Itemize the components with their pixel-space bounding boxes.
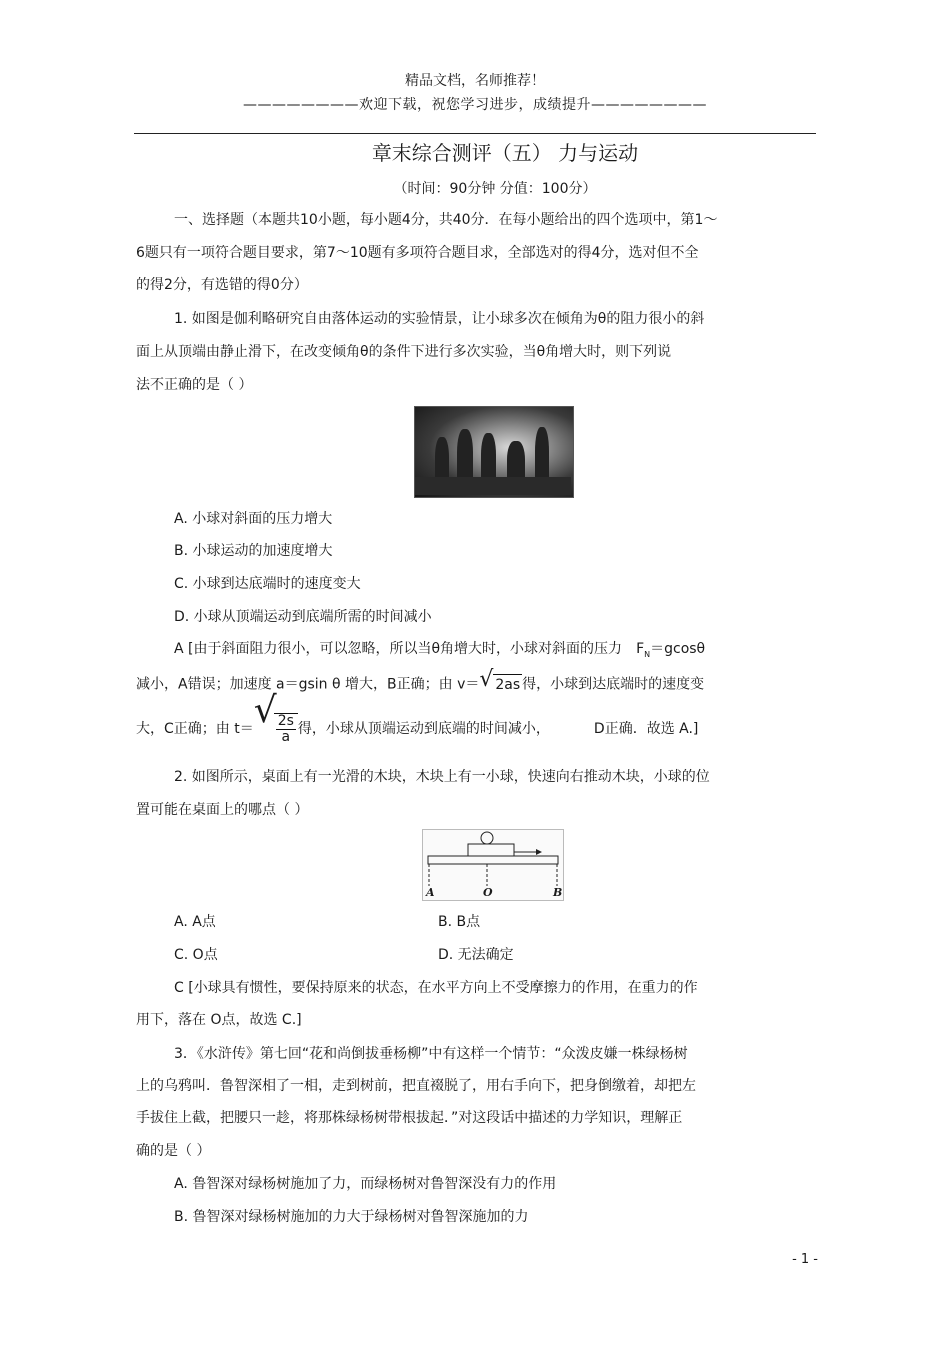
section-intro-line-2: 6题只有一项符合题目要求，第7～10题有多项符合题目求，全部选对的得4分，选对但不全	[136, 245, 699, 261]
q1-answer-line-3	[136, 690, 699, 745]
q1-option-c: C. 小球到达底端时的速度变大	[174, 576, 361, 592]
q1-answer-force-symbol: F	[636, 641, 645, 657]
section-intro-line-1: 一、选择题（本题共10小题，每小题4分，共40分．在每小题给出的四个选项中，第1～	[174, 212, 718, 228]
point-a-label: A	[426, 886, 435, 899]
q1-option-d: D. 小球从顶端运动到底端所需的时间减小	[174, 609, 432, 625]
q3-option-b: B. 鲁智深对绿杨树施加的力大于绿杨树对鲁智深施加的力	[174, 1209, 529, 1225]
header-line-1: 精品文档，名师推荐！	[405, 73, 545, 89]
q3-stem-line-2: 上的乌鸦叫．鲁智深相了一相，走到树前，把直裰脱了，用右手向下，把身倒缴着，却把左	[136, 1078, 696, 1094]
q2-answer-line-2: 用下，落在 O点，故选 C.]	[136, 1012, 302, 1028]
q1-answer-force-subscript: N	[644, 649, 651, 659]
q1-answer-force-formula: ＝gcosθ	[650, 641, 706, 657]
point-o-label: O	[483, 886, 493, 899]
galileo-experiment-painting	[414, 406, 574, 498]
q1-option-b: B. 小球运动的加速度增大	[174, 543, 333, 559]
q1-stem-line-1: 1. 如图是伽利略研究自由落体运动的实验情景，让小球多次在倾角为θ的阻力很小的斜	[174, 311, 705, 327]
table-block-diagram	[422, 829, 564, 901]
q1-answer-line-3-tail: D正确．故选 A.]	[593, 721, 699, 737]
q2-stem-line-1: 2. 如图所示，桌面上有一光滑的木块，木块上有一小球，快速向右推动木块，小球的位	[174, 769, 710, 785]
q1-answer-line-2	[136, 667, 705, 695]
section-intro-line-3: 的得2分，有选错的得0分）	[136, 277, 308, 293]
q2-option-d: D. 无法确定	[438, 947, 514, 963]
q2-answer-line-1: C [小球具有惯性，要保持原来的状态，在水平方向上不受摩擦力的作用，在重力的作	[174, 980, 698, 996]
sqrt-fraction-expression	[253, 690, 298, 745]
q1-option-a: A. 小球对斜面的压力增大	[174, 511, 333, 527]
table-block-svg	[423, 830, 563, 900]
q3-stem-line-4: 确的是（ ）	[136, 1143, 211, 1159]
q1-stem-line-2: 面上从顶端由静止滑下，在改变倾角θ的条件下进行多次实验，当θ角增大时，则下列说	[136, 344, 672, 360]
q3-option-a: A. 鲁智深对绿杨树施加了力，而绿杨树对鲁智深没有力的作用	[174, 1176, 557, 1192]
q2-option-a: A. A点	[174, 914, 216, 930]
q1-answer-line-3-mid: 得，小球从顶端运动到底端的时间减小，	[297, 721, 550, 737]
page-number: - 1 -	[792, 1252, 818, 1267]
header-line-2: ————————欢迎下载，祝您学习进步，成绩提升————————	[243, 97, 707, 113]
q1-stem-line-3: 法不正确的是（ ）	[136, 377, 253, 393]
sqrt-radicand: 2as	[493, 674, 522, 695]
q1-answer-line-2-tail: 得，小球到达底端时的速度变	[522, 676, 705, 693]
sqrt-expression	[479, 667, 522, 695]
q1-answer-line-1-text: A [由于斜面阻力很小，可以忽略，所以当θ角增大时，小球对斜面的压力	[174, 641, 623, 657]
point-b-label: B	[553, 886, 563, 899]
q2-option-b: B. B点	[438, 914, 481, 930]
q1-answer-line-2-text: 减小，A错误；加速度 a＝gsin θ 增大，B正确；由 v＝	[136, 676, 480, 693]
header-divider	[134, 133, 816, 134]
q3-stem-line-3: 手拔住上截，把腰只一趁，将那株绿杨树带根拔起．”对这段话中描述的力学知识，理解正	[136, 1110, 683, 1126]
q1-answer-line-1	[174, 639, 705, 665]
sqrt-sign-icon: √	[479, 667, 494, 692]
page-subtitle: （时间：90分钟 分值：100分）	[393, 181, 597, 197]
fraction-denominator: a	[281, 729, 291, 745]
q2-stem-line-2: 置可能在桌面上的哪点（ ）	[136, 802, 309, 818]
page-title: 章末综合测评（五） 力与运动	[371, 141, 639, 165]
q3-stem-line-1: 3．《水浒传》第七回“花和尚倒拔垂杨柳”中有这样一个情节：“众泼皮嫌一株绿杨树	[174, 1046, 688, 1062]
sqrt-sign-icon: √	[253, 690, 277, 731]
q2-option-c: C. O点	[174, 947, 218, 963]
fraction-numerator: 2s	[277, 713, 294, 729]
q1-answer-line-3-text: 大，C正确；由 t＝	[136, 721, 254, 737]
